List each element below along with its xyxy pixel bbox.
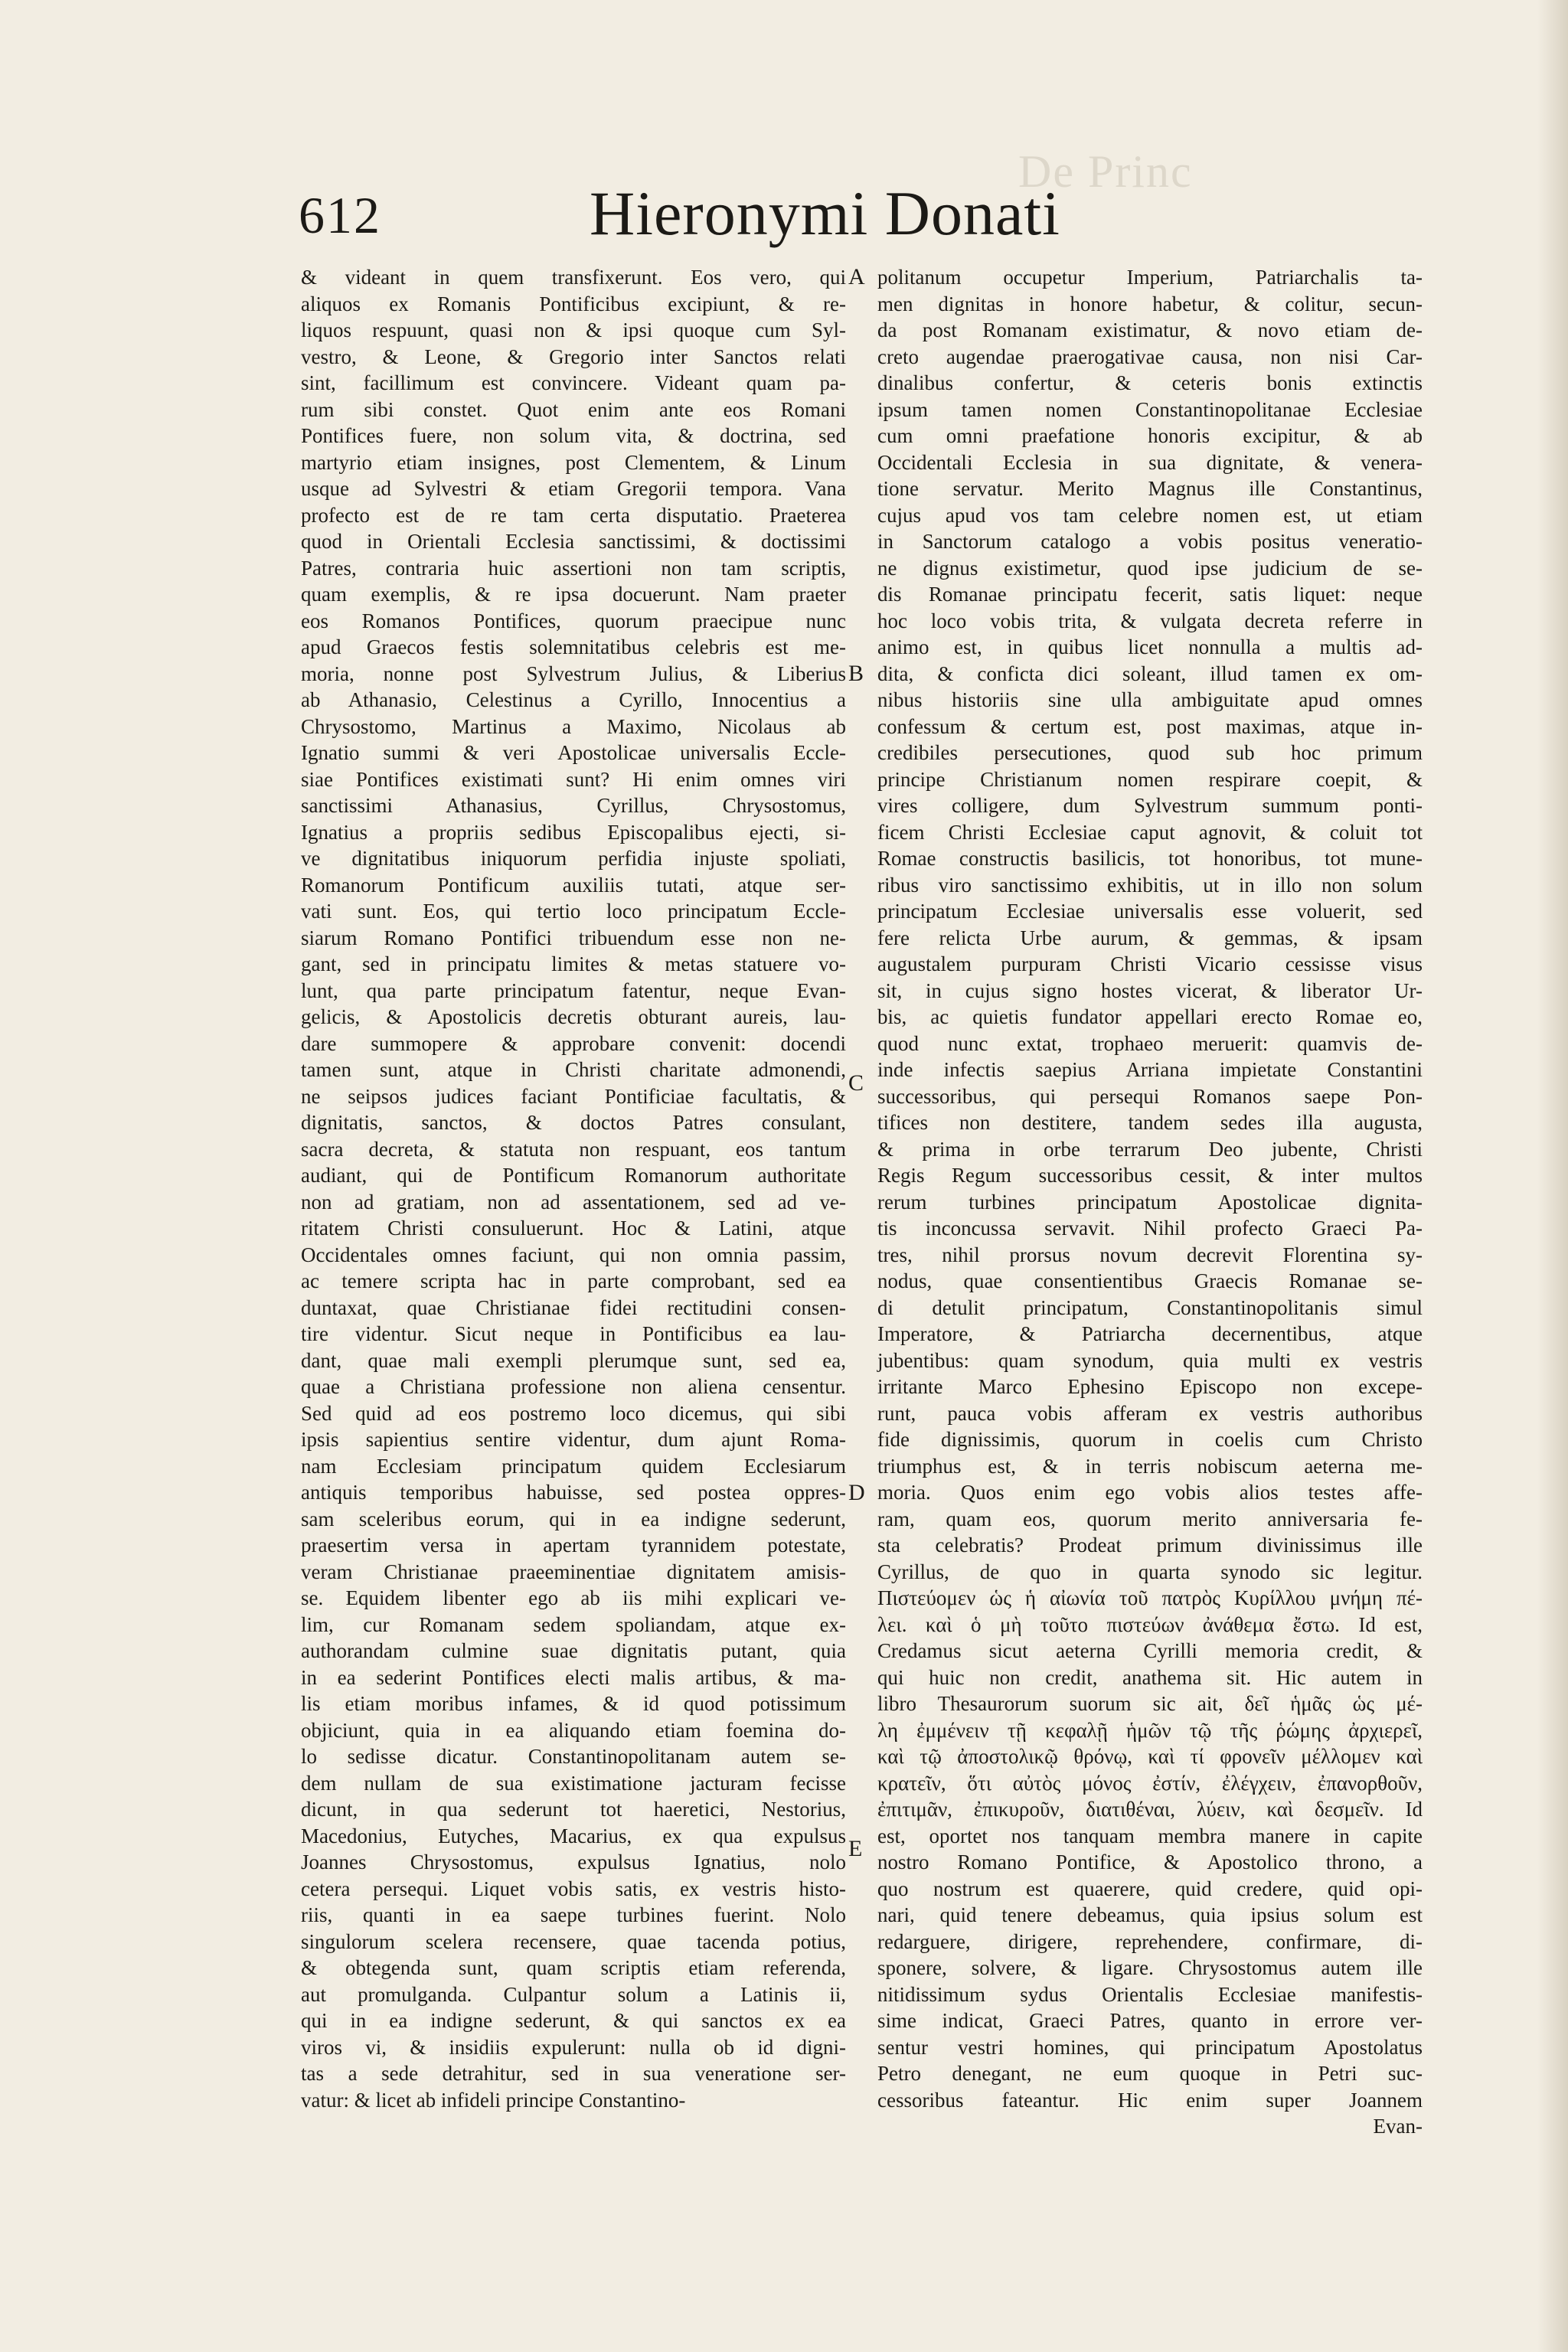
text-line: vati sunt. Eos, qui tertio loco principatum Eccle- xyxy=(301,900,846,923)
text-line: fere relicta Urbe aurum, & gemmas, & ipsam xyxy=(877,926,1423,949)
text-line: sanctissimi Athanasius, Cyrillus, Chrysostomus, xyxy=(301,794,846,817)
text-line: ἐπιτιμᾶν, ἐπικυροῦν, διατιθέναι, λύειν, καὶ δεσμεῖν. Id xyxy=(877,1798,1423,1821)
text-line: viros vi, & insidiis expulerunt: nulla ob id digni- xyxy=(301,2035,846,2059)
text-line: Evan- xyxy=(1373,2115,1423,2138)
text-line: ram, quam eos, quorum merito anniversaria fe- xyxy=(877,1507,1423,1530)
text-line: Joannes Chrysostomus, expulsus Ignatius, nolo xyxy=(301,1851,846,1873)
text-line: di detulit principatum, Constantinopolitanis simul xyxy=(877,1295,1423,1319)
text-line: ab Athanasio, Celestinus a Cyrillo, Innocentius a xyxy=(301,688,846,711)
text-line: sacra decreta, & statuta non respuant, eos tantum xyxy=(301,1137,846,1161)
text-line: libro Thesaurorum suorum sic ait, δεῖ ἡμᾶς ὡς μέ- xyxy=(877,1692,1423,1715)
text-line: dita, & conficta dici soleant, illud tamen ex om- xyxy=(877,662,1423,685)
text-line: dicunt, in qua sederunt tot haeretici, Nestorius, xyxy=(301,1798,846,1821)
text-line: lo sedisse dicatur. Constantinopolitanam autem se- xyxy=(301,1745,846,1768)
text-line: bis, ac quietis fundator appellari erecto Romae eo, xyxy=(877,1005,1423,1028)
text-line: quod nunc extat, trophaeo meruerit: quamvis de- xyxy=(877,1031,1423,1055)
text-line: Ignatius a propriis sedibus Episcopalibus ejecti, si- xyxy=(301,820,846,844)
text-line: Pontifices fuere, non solum vita, & doctrina, sed xyxy=(301,424,846,447)
text-line: sta celebratis? Prodeat primum divinissimus ille xyxy=(877,1534,1423,1557)
text-line: fide dignissimis, quorum in coelis cum Christo xyxy=(877,1428,1423,1451)
text-line: Macedonius, Eutyches, Macarius, ex qua expulsus xyxy=(301,1824,846,1847)
text-line: runt, pauca vobis afferam ex vestris authoribus xyxy=(877,1401,1423,1425)
text-line: Cyrillus, de quo in quarta synodo sic legitur. xyxy=(877,1560,1423,1583)
margin-marker-b: B xyxy=(848,661,864,686)
text-line: praesertim versa in apertam tyrannidem potestate, xyxy=(301,1534,846,1557)
text-line: tamen sunt, atque in Christi charitate admonendi, xyxy=(301,1058,846,1081)
text-line: irritante Marco Ephesino Episcopo non excepe- xyxy=(877,1375,1423,1398)
margin-marker-a: A xyxy=(848,264,865,289)
text-line: apud Graecos festis solemnitatibus celebris est me- xyxy=(301,635,846,658)
text-line: rum sibi constet. Quot enim ante eos Romani xyxy=(301,397,846,421)
margin-marker-d: D xyxy=(848,1480,865,1505)
margin-marker-c: C xyxy=(848,1070,864,1096)
text-line: aliquos ex Romanis Pontificibus excipiunt, & re- xyxy=(301,292,846,315)
text-line: animo est, in quibus licet nonnulla a multis ad- xyxy=(877,635,1423,658)
text-line: cujus apud vos tam celebre nomen est, ut etiam xyxy=(877,503,1423,527)
text-line: sponere, solvere, & ligare. Chrysostomus autem ille xyxy=(877,1956,1423,1979)
text-line: tione servatur. Merito Magnus ille Constantinus, xyxy=(877,477,1423,500)
text-line: gant, sed in principatu limites & metas statuere vo- xyxy=(301,952,846,975)
page-header xyxy=(299,178,1102,254)
text-line: sit, in cujus signo hostes vicerat, & liberator Ur- xyxy=(877,978,1423,1002)
text-line: Regis Regum successoribus cessit, & inter multos xyxy=(877,1164,1423,1187)
text-line: ipsum tamen nomen Constantinopolitanae Ecclesiae xyxy=(877,397,1423,421)
right-text-column xyxy=(877,264,1423,2140)
text-line: dem nullam de sua existimatione jacturam fecisse xyxy=(301,1771,846,1795)
text-line: eos Romanos Pontifices, quorum praecipue nunc xyxy=(301,609,846,632)
text-line: profecto est de re tam certa disputatio. Praeterea xyxy=(301,503,846,527)
text-line: Romanorum Pontificum auxiliis tutati, atque ser- xyxy=(301,873,846,897)
text-line: authorandam culmine suae dignitatis putant, quia xyxy=(301,1639,846,1662)
text-line: qui huic non credit, anathema sit. Hic autem in xyxy=(877,1665,1423,1689)
text-line: quod in Orientali Ecclesia sanctissimi, & doctissimi xyxy=(301,530,846,553)
text-line: politanum occupetur Imperium, Patriarchalis ta- xyxy=(877,266,1423,289)
text-line: riis, quanti in ea saepe turbines fuerint. Nolo xyxy=(301,1903,846,1926)
text-line: ne seipsos judices faciant Pontificiae facultatis, & xyxy=(301,1084,846,1108)
text-line: vatur: & licet ab infideli principe Constantino- xyxy=(301,2088,686,2112)
text-line: liquos respuunt, quasi non & ipsi quoque cum Syl- xyxy=(301,318,846,341)
text-line: ac temere scripta hac in parte comprobant, sed ea xyxy=(301,1269,846,1292)
text-line: lunt, qua parte principatum fatentur, neque Evan- xyxy=(301,978,846,1002)
text-line: dinalibus confertur, & ceteris bonis extinctis xyxy=(877,371,1423,394)
text-line: cum omni praefatione honoris excipitur, & ab xyxy=(877,424,1423,447)
left-text-column xyxy=(301,264,846,2113)
text-line: veram Christianae praeeminentiae dignitatem amisis- xyxy=(301,1560,846,1583)
text-line: Ignatio summi & veri Apostolicae universalis Eccle- xyxy=(301,741,846,764)
text-line: Credamus sicut aeterna Cyrilli memoria credit, & xyxy=(877,1639,1423,1662)
text-line: Patres, contraria huic assertioni non tam scriptis, xyxy=(301,556,846,580)
text-line: quo nostrum est quaerere, quid credere, quid opi- xyxy=(877,1877,1423,1900)
text-line: tifices non destitere, tandem sedes illa augusta, xyxy=(877,1111,1423,1134)
text-line: sint, facillimum est convincere. Videant quam pa- xyxy=(301,371,846,394)
text-line: cessoribus fateantur. Hic enim super Joannem xyxy=(877,2088,1423,2112)
text-line: dant, quae mali exempli plerumque sunt, sed ea, xyxy=(301,1348,846,1372)
text-line: & prima in orbe terrarum Deo jubente, Christi xyxy=(877,1137,1423,1161)
text-line: ne dignus existimetur, quod ipse judicium de se- xyxy=(877,556,1423,580)
text-line: duntaxat, quae Christianae fidei rectitudini consen- xyxy=(301,1295,846,1319)
text-line: singulorum scelera recensere, quae tacenda potius, xyxy=(301,1929,846,1953)
text-line: in Sanctorum catalogo a vobis positus veneratio- xyxy=(877,530,1423,553)
text-line: aut promulganda. Culpantur solum a Latinis ii, xyxy=(301,1982,846,2006)
text-line: Occidentales omnes faciunt, qui non omnia passim, xyxy=(301,1243,846,1266)
text-line: antiquis temporibus habuisse, sed postea oppres- xyxy=(301,1481,846,1504)
text-line: Chrysostomo, Martinus a Maximo, Nicolaus ab xyxy=(301,714,846,738)
text-line: & videant in quem transfixerunt. Eos vero, qui xyxy=(301,266,846,289)
margin-marker-e: E xyxy=(848,1836,863,1861)
text-line: sentur vestri homines, qui principatum Apostolatus xyxy=(877,2035,1423,2059)
text-line: Petro denegant, ne eum quoque in Petri suc- xyxy=(877,2062,1423,2085)
text-line: vestro, & Leone, & Gregorio inter Sanctos relati xyxy=(301,345,846,368)
text-line: credibiles persecutiones, quod sub hoc primum xyxy=(877,741,1423,764)
text-line: nari, quid tenere debeamus, quia ipsius solum est xyxy=(877,1903,1423,1926)
text-line: jubentibus: quam synodum, quia multi ex vestris xyxy=(877,1348,1423,1372)
text-line: moria. Quos enim ego vobis alios testes affe- xyxy=(877,1481,1423,1504)
text-line: Πιστεύομεν ὡς ἡ αἰωνία τοῦ πατρὸς Κυρίλλου μνήμη πέ- xyxy=(877,1586,1423,1609)
text-line: lis etiam moribus infames, & id quod potissimum xyxy=(301,1692,846,1715)
text-line: ve dignitatibus iniquorum perfidia injuste spoliati, xyxy=(301,847,846,870)
text-line: creto augendae praerogativae causa, non nisi Car- xyxy=(877,345,1423,368)
text-line: tire videntur. Sicut neque in Pontificibus ea lau- xyxy=(301,1322,846,1345)
text-line: Romae constructis basilicis, tot honoribus, tot mune- xyxy=(877,847,1423,870)
text-line: est, oportet nos tanquam membra manere in capite xyxy=(877,1824,1423,1847)
text-line: λη ἐμμένειν τῇ κεφαλῇ ἡμῶν τῷ τῆς ῥώμης ἀρχιερεῖ, xyxy=(877,1718,1423,1742)
text-line: da post Romanam existimatur, & novo etiam de- xyxy=(877,318,1423,341)
text-line: dignitatis, sanctos, & doctos Patres consulant, xyxy=(301,1111,846,1134)
text-line: gelicis, & Apostolicis decretis obturant aureis, lau- xyxy=(301,1005,846,1028)
text-line: καὶ τῷ ἀποστολικῷ θρόνῳ, καὶ τί φρονεῖν μέλλομεν καὶ xyxy=(877,1745,1423,1768)
text-line: cetera persequi. Liquet vobis satis, ex vestris histo- xyxy=(301,1877,846,1900)
running-title: Hieronymi Donati xyxy=(590,178,1060,248)
text-line: quae a Christiana professione non aliena censentur. xyxy=(301,1375,846,1398)
text-line: moria, nonne post Sylvestrum Julius, & Liberius xyxy=(301,662,846,685)
text-line: triumphus est, & in terris nobiscum aeterna me- xyxy=(877,1454,1423,1478)
text-line: ficem Christi Ecclesiae caput agnovit, & coluit tot xyxy=(877,820,1423,844)
text-line: nodus, quae consentientibus Graecis Romanae se- xyxy=(877,1269,1423,1292)
text-line: siarum Romano Pontifici tribuendum esse non ne- xyxy=(301,926,846,949)
text-line: augustalem purpuram Christi Vicario cessisse visus xyxy=(877,952,1423,975)
text-line: sam sceleribus eorum, qui in ea indigne sederunt, xyxy=(301,1507,846,1530)
text-line: principe Christianum nomen respirare coepit, & xyxy=(877,767,1423,791)
text-line: lim, cur Romanam sedem spoliandam, atque ex- xyxy=(301,1612,846,1636)
text-line: nam Ecclesiam principatum quidem Ecclesiarum xyxy=(301,1454,846,1478)
text-line: Occidentali Ecclesia in sua dignitate, & venera- xyxy=(877,450,1423,474)
facing-page-show-through: De Princ xyxy=(1018,146,1193,197)
text-line: confessum & certum est, post maximas, atque in- xyxy=(877,714,1423,738)
text-line: ipsis sapientius sentire videntur, dum ajunt Roma- xyxy=(301,1428,846,1451)
text-line: usque ad Sylvestri & etiam Gregorii tempora. Vana xyxy=(301,477,846,500)
text-line: siae Pontifices existimati sunt? Hi enim omnes viri xyxy=(301,767,846,791)
text-line: successoribus, qui persequi Romanos saepe Pon- xyxy=(877,1084,1423,1108)
text-line: nibus historiis sine ulla ambiguitate apud omnes xyxy=(877,688,1423,711)
text-line: dare summopere & approbare convenit: docendi xyxy=(301,1031,846,1055)
page-number: 612 xyxy=(299,186,381,244)
text-line: qui in ea indigne sederunt, & qui sanctos ex ea xyxy=(301,2009,846,2032)
text-line: in ea sederint Pontifices electi malis artibus, & ma- xyxy=(301,1665,846,1689)
text-line: martyrio etiam insignes, post Clementem, & Linum xyxy=(301,450,846,474)
text-line: inde infectis saepius Arriana impietate Constantini xyxy=(877,1058,1423,1081)
text-line: audiant, qui de Pontificum Romanorum authoritate xyxy=(301,1164,846,1187)
text-line: redarguere, dirigere, reprehendere, confirmare, di- xyxy=(877,1929,1423,1953)
text-line: nitidissimum sydus Orientalis Ecclesiae manifestis- xyxy=(877,1982,1423,2006)
text-line: rerum turbines principatum Apostolicae dignita- xyxy=(877,1190,1423,1214)
text-line: quam exemplis, & re ipsa docuerunt. Nam praeter xyxy=(301,583,846,606)
text-line: objiciunt, quia in ea aliquando etiam foemina do- xyxy=(301,1718,846,1742)
text-line: Sed quid ad eos postremo loco dicemus, qui sibi xyxy=(301,1401,846,1425)
text-line: nostro Romano Pontifice, & Apostolico throno, a xyxy=(877,1851,1423,1873)
text-line: hoc loco vobis trita, & vulgata decreta referre in xyxy=(877,609,1423,632)
text-line: κρατεῖν, ὅτι αὐτὸς μόνος ἐστίν, ἐλέγχειν, ἐπανορθοῦν, xyxy=(877,1771,1423,1795)
text-line: men dignitas in honore habetur, & colitur, secun- xyxy=(877,292,1423,315)
text-line: λει. καὶ ὁ μὴ τοῦτο πιστεύων ἀνάθεμα ἔστω. Id est, xyxy=(877,1612,1423,1636)
page-edge-shadow xyxy=(1537,0,1568,2352)
text-line: se. Equidem libenter ego ab iis mihi explicari ve- xyxy=(301,1586,846,1609)
text-line: principatum Ecclesiae universalis esse voluerit, sed xyxy=(877,900,1423,923)
text-line: vires colligere, dum Sylvestrum summum ponti- xyxy=(877,794,1423,817)
text-line: tis inconcussa servavit. Nihil profecto Graeci Pa- xyxy=(877,1217,1423,1240)
text-line: dis Romanae principatu fecerit, satis liquet: neque xyxy=(877,583,1423,606)
text-line: Imperatore, & Patriarcha decernentibus, atque xyxy=(877,1322,1423,1345)
text-line: sime indicat, Graeci Patres, quanto in errore ver- xyxy=(877,2009,1423,2032)
text-line: ritatem Christi consuluerunt. Hoc & Latini, atque xyxy=(301,1217,846,1240)
text-line: tres, nihil prorsus novum decrevit Florentina sy- xyxy=(877,1243,1423,1266)
text-line: ribus viro sanctissimo exhibitis, ut in illo non solum xyxy=(877,873,1423,897)
text-line: & obtegenda sunt, quam scriptis etiam referenda, xyxy=(301,1956,846,1979)
text-line: tas a sede detrahitur, sed in sua veneratione ser- xyxy=(301,2062,846,2085)
text-line: non ad gratiam, non ad assentationem, sed ad ve- xyxy=(301,1190,846,1214)
